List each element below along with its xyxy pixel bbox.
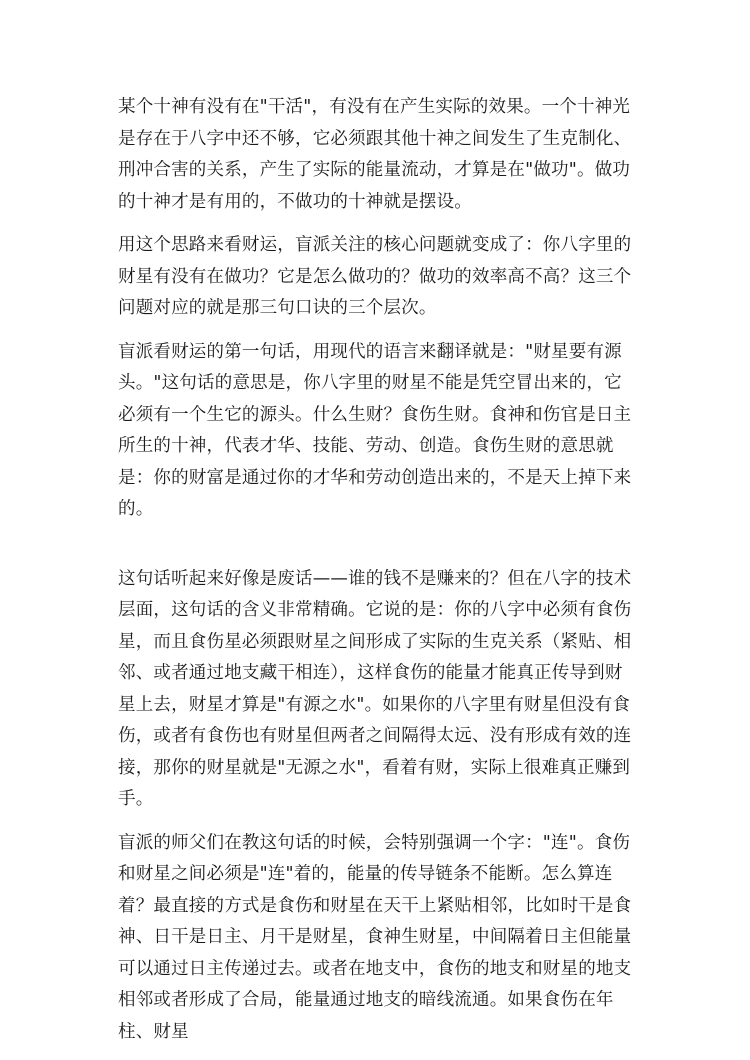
document-page [118,92,638,1048]
paragraph: 用这个思路来看财运，盲派关注的核心问题就变成了：你八字里的财星有没有在做功？它是怎么做功的？做功的效率高不高？这三个问题对应的就是那三句口诀的三个层次。 [118,235,632,318]
paragraph: 盲派看财运的第一句话，用现代的语言来翻译就是："财星要有源头。"这句话的意思是，你八字里的财星不能是凭空冒出来的，它必须有一个生它的源头。什么生财？食伤生财。食神和伤官是日主所生的十神，代表才华、技能、劳动、创造。食伤生财的意思就是：你的财富是通过你的才华和劳动创造出来的，不是天上掉下来的。 [118,341,632,519]
paragraph: 某个十神有没有在"干活"，有没有在产生实际的效果。一个十神光是存在于八字中还不够，它必须跟其他十神之间发生了生克制化、刑冲合害的关系，产生了实际的能量流动，才算是在"做功"。做功的十神才是有用的，不做功的十神就是摆设。 [118,97,632,212]
paragraph: 这句话听起来好像是废话——谁的钱不是赚来的？但在八字的技术层面，这句话的含义非常精确。它说的是：你的八字中必须有食伤星，而且食伤星必须跟财星之间形成了实际的生克关系（紧贴、相邻、或者通过地支藏干相连），这样食伤的能量才能真正传导到财星上去，财星才算是"有源之水"。如果你的八字里有财星但没有食伤，或者有食伤也有财星但两者之间隔得太远、没有形成有效的连接，那你的财星就是"无源之水"，看着有财，实际上很难真正赚到手。 [118,568,632,809]
paragraph: 盲派的师父们在教这句话的时候，会特别强调一个字："连"。食伤和财星之间必须是"连"着的，能量的传导链条不能断。怎么算连着？最直接的方式是食伤和财星在天干上紧贴相邻，比如时干是食神、日干是日主、月干是财星，食神生财星，中间隔着日主但能量可以通过日主传递过去。或者在地支中，食伤的地支和财星的地支相邻或者形成了合局，能量通过地支的暗线流通。如果食伤在年柱、财星 [118,832,632,1042]
